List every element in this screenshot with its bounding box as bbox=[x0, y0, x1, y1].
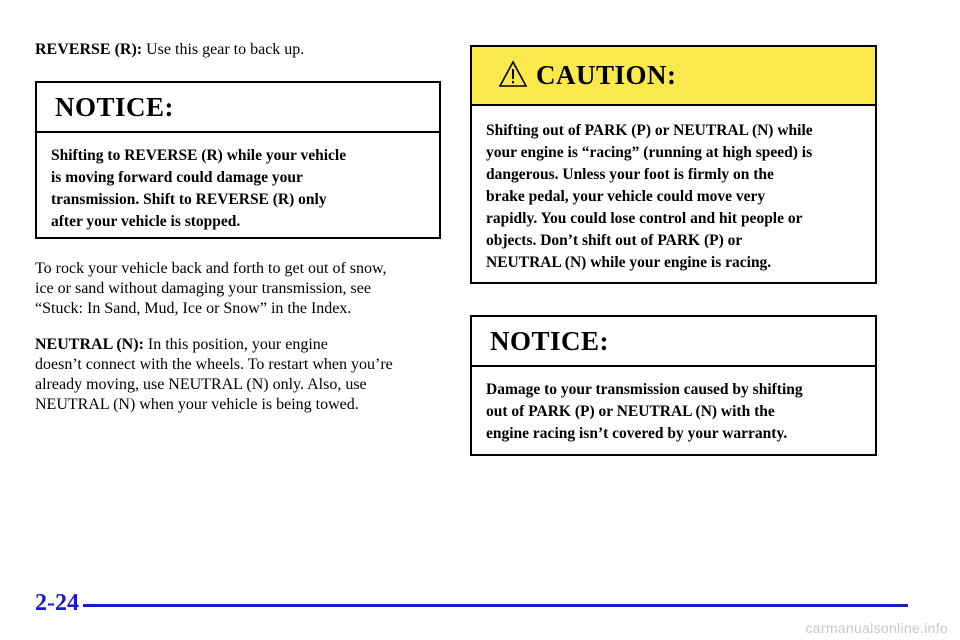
caution-line: rapidly. You could lose control and hit people or bbox=[486, 210, 803, 227]
page-footer bbox=[35, 590, 880, 620]
reverse-paragraph bbox=[35, 40, 441, 60]
page-number: 2-24 bbox=[35, 590, 79, 616]
notice-line: Shifting to REVERSE (R) while your vehicle bbox=[51, 147, 347, 164]
rock-paragraph bbox=[35, 259, 445, 319]
watermark-text: carmanualsonline.info bbox=[805, 620, 948, 636]
caution-heading: CAUTION: bbox=[536, 60, 677, 90]
neutral-line: NEUTRAL (N) when your vehicle is being towed. bbox=[35, 396, 359, 413]
notice-heading: NOTICE: bbox=[472, 317, 875, 367]
notice-body bbox=[472, 367, 875, 445]
caution-box bbox=[470, 45, 877, 284]
notice-line: engine racing isn’t covered by your warranty. bbox=[486, 425, 788, 442]
caution-header bbox=[472, 47, 875, 106]
caution-line: brake pedal, your vehicle could move very bbox=[486, 188, 766, 205]
notice-line: is moving forward could damage your bbox=[51, 169, 303, 186]
caution-line: objects. Don’t shift out of PARK (P) or bbox=[486, 232, 743, 249]
rock-line: ice or sand without damaging your transmission, see bbox=[35, 280, 371, 297]
notice-line: after your vehicle is stopped. bbox=[51, 213, 241, 230]
notice-line: transmission. Shift to REVERSE (R) only bbox=[51, 191, 327, 208]
reverse-text: Use this gear to back up. bbox=[142, 41, 305, 58]
warning-triangle-icon bbox=[498, 60, 528, 88]
caution-line: your engine is “racing” (running at high speed) is bbox=[486, 144, 813, 161]
rock-line: To rock your vehicle back and forth to get out of snow, bbox=[35, 260, 387, 277]
notice-body bbox=[37, 133, 439, 233]
rock-line: “Stuck: In Sand, Mud, Ice or Snow” in the Index. bbox=[35, 300, 352, 317]
neutral-line: doesn’t connect with the wheels. To restart when you’re bbox=[35, 356, 393, 373]
caution-line: Shifting out of PARK (P) or NEUTRAL (N) while bbox=[486, 122, 813, 139]
notice-box-warranty bbox=[470, 315, 877, 456]
notice-heading: NOTICE: bbox=[37, 83, 439, 133]
neutral-paragraph bbox=[35, 335, 445, 415]
neutral-lead: NEUTRAL (N): bbox=[35, 336, 144, 353]
caution-line: dangerous. Unless your foot is firmly on the bbox=[486, 166, 774, 183]
reverse-lead: REVERSE (R): bbox=[35, 41, 143, 58]
caution-body bbox=[472, 106, 875, 274]
footer-divider bbox=[83, 604, 908, 607]
caution-line: NEUTRAL (N) while your engine is racing. bbox=[486, 254, 772, 271]
neutral-line: In this position, your engine bbox=[143, 336, 328, 353]
notice-line: out of PARK (P) or NEUTRAL (N) with the bbox=[486, 403, 775, 420]
notice-line: Damage to your transmission caused by shifting bbox=[486, 381, 803, 398]
body-paragraphs bbox=[35, 259, 445, 431]
neutral-line: already moving, use NEUTRAL (N) only. Also, use bbox=[35, 376, 367, 393]
notice-box-reverse bbox=[35, 81, 441, 239]
